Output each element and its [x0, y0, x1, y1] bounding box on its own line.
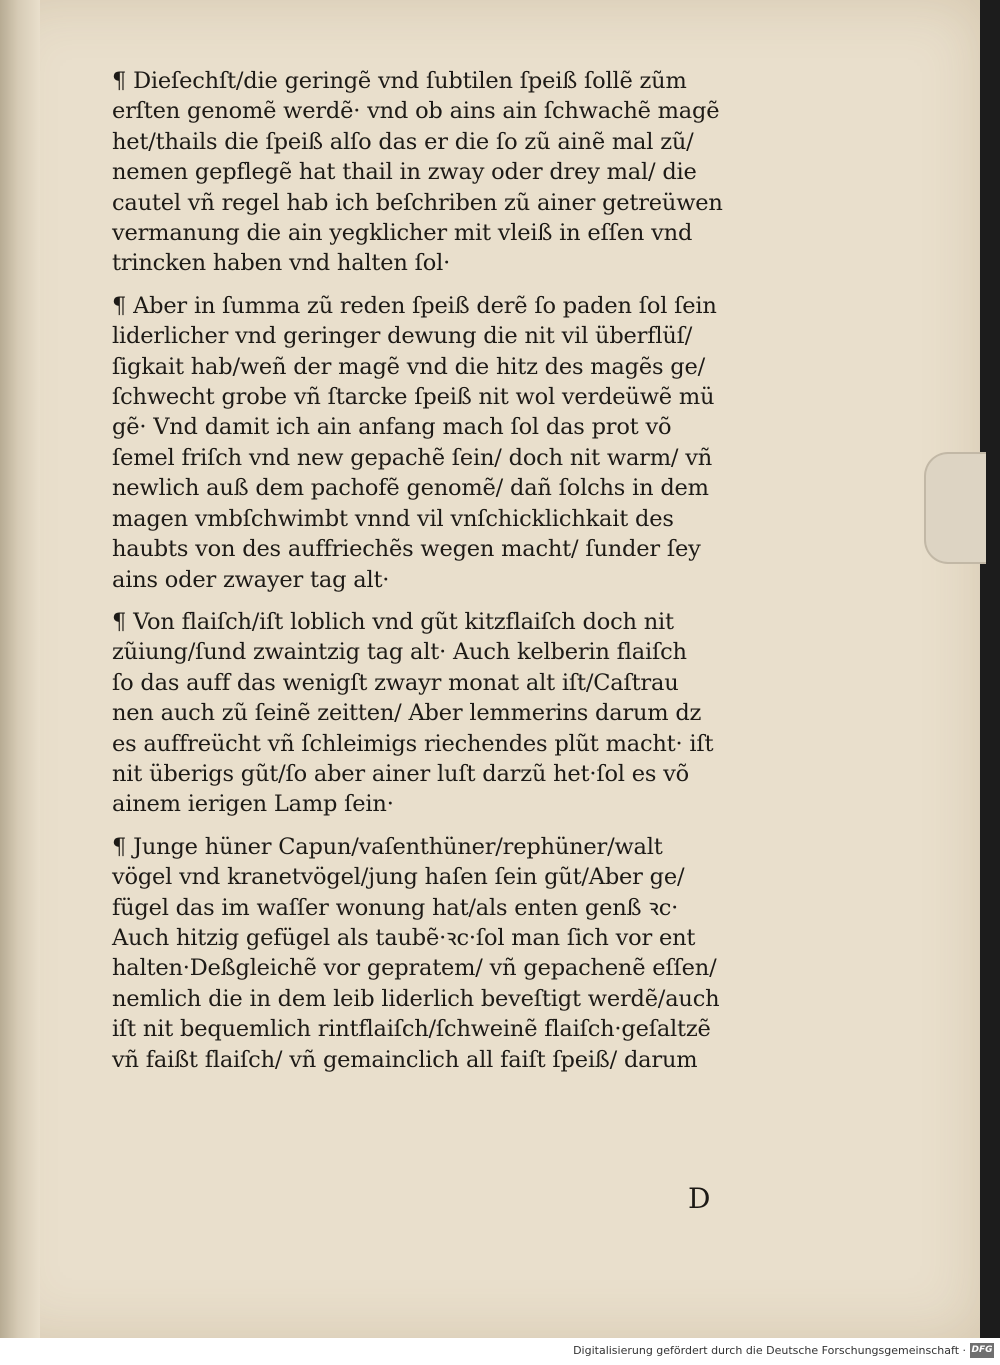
signature-mark: D [688, 1182, 711, 1215]
text-line: ¶ Aber in ſumma zũ reden ſpeiß derẽ ſo paden ſol ſein [112, 292, 717, 319]
paragraph-2 [112, 291, 832, 595]
text-line: erſten genomẽ werdẽ· vnd ob ains ain ſchwachẽ magẽ [112, 98, 720, 125]
page-clip-tab [924, 452, 986, 564]
text-line: ains oder zwayer tag alt· [112, 566, 390, 593]
text-line: gẽ· Vnd damit ich ain anfang mach ſol das prot võ [112, 414, 672, 441]
text-line: ſigkait hab/weñ der magẽ vnd die hitz des magẽs ge/ [112, 353, 705, 380]
text-line: ſo das auff das wenigſt zwayr monat alt iſt/Caſtrau [112, 669, 679, 696]
text-line: fügel das im waſſer wonung hat/als enten genß ꝛc· [112, 894, 679, 921]
text-line: liderlicher vnd geringer dewung die nit vil überflüſ/ [112, 323, 693, 350]
text-line: cautel vñ regel hab ich beſchriben zũ ainer getreüwen [112, 189, 723, 216]
text-line: nen auch zũ ſeinẽ zeitten/ Aber lemmerins darum dz [112, 700, 702, 727]
text-line: zũiung/ſund zwaintzig tag alt· Auch kelberin flaiſch [112, 639, 687, 666]
text-line: ſemel friſch vnd new gepachẽ ſein/ doch nit warm/ vñ [112, 444, 713, 471]
funding-notice: Digitalisierung gefördert durch die Deutsche Forschungsgemeinschaft · [573, 1344, 966, 1357]
text-line: nemlich die in dem leib liderlich beveſtigt werdẽ/auch [112, 985, 720, 1012]
text-line: nemen gepflegẽ hat thail in zway oder drey mal/ die [112, 159, 697, 186]
book-gutter [0, 0, 40, 1338]
paragraph-3 [112, 607, 832, 820]
text-line: halten·Deßgleichẽ vor gepratem/ vñ gepachenẽ eſſen/ [112, 955, 717, 982]
text-line: newlich auß dem pachofẽ genomẽ/ dañ ſolchs in dem [112, 475, 709, 502]
paragraph-1 [112, 66, 832, 279]
text-line: iſt nit bequemlich rintflaiſch/ſchweinẽ flaiſch·geſaltzẽ [112, 1016, 711, 1043]
text-line: vñ faißt flaiſch/ vñ gemainclich all faiſt ſpeiß/ darum [112, 1046, 698, 1073]
text-line: vermanung die ain yegklicher mit vleiß in eſſen vnd [112, 220, 693, 247]
paragraph-4 [112, 832, 832, 1075]
text-line: het/thails die ſpeiß alſo das er die ſo zũ ainẽ mal zũ/ [112, 128, 694, 155]
dfg-logo: DFG [970, 1343, 994, 1358]
text-line: Auch hitzig gefügel als taubẽ·ꝛc·ſol man ſich vor ent [112, 924, 696, 951]
text-line: ſchwecht grobe vñ ſtarcke ſpeiß nit wol verdeüwẽ mü [112, 384, 715, 411]
digitization-footer [0, 1338, 1000, 1365]
text-line: trincken haben vnd halten ſol· [112, 250, 451, 277]
text-line: magen vmbſchwimbt vnnd vil vnſchicklichkait des [112, 505, 674, 532]
text-line: ¶ Junge hüner Capun/vaſenthüner/rephüner/walt [112, 833, 663, 860]
text-line: ¶ Dieſechſt/die geringẽ vnd ſubtilen ſpeiß ſollẽ zũm [112, 68, 687, 94]
text-line: es auffreücht vñ ſchleimigs riechendes plũt macht· iſt [112, 730, 714, 757]
text-block [112, 66, 832, 1087]
text-line: ainem ierigen Lamp ſein· [112, 791, 394, 818]
text-line: nit überigs gũt/ſo aber ainer luſt darzũ het·ſol es võ [112, 760, 690, 787]
text-line: ¶ Von flaiſch/iſt loblich vnd gũt kitzflaiſch doch nit [112, 608, 674, 635]
text-line: haubts von des auffriechẽs wegen macht/ ſunder ſey [112, 536, 701, 563]
text-line: vögel vnd kranetvögel/jung haſen ſein gũt/Aber ge/ [112, 864, 685, 891]
